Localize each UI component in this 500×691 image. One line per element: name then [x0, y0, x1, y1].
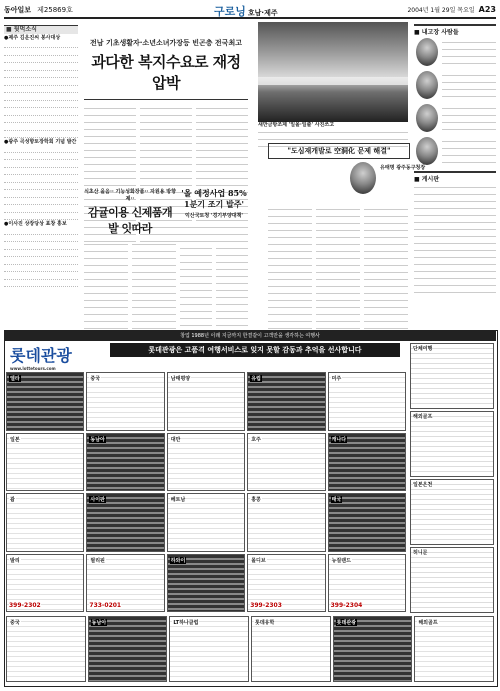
person-photo [416, 104, 438, 132]
section-title [214, 3, 278, 19]
ad-cell: 하와이 [167, 554, 245, 613]
ad-cell: 해외골프 [414, 616, 494, 682]
notice-board [414, 183, 496, 293]
brief-item-title: ●이사진 상장당상 표창 홍보 [4, 221, 67, 227]
phone-number: 399-2304 [330, 602, 363, 609]
side-ad: 허니문 [410, 547, 494, 613]
left-column [4, 25, 78, 325]
phone-number: 399-2302 [9, 602, 41, 609]
lotte-url: www.lottetours.com [10, 366, 56, 371]
ad-cell: 사이판 [86, 493, 164, 552]
article-kicker: 식초산 을음·· 기능성화장품·· 자원용 방향제·· [84, 189, 176, 202]
ad-cell: 발리 399-2302 [6, 554, 84, 613]
ad-cell: 남태평양 [167, 372, 245, 431]
section-logo: 구로닝 [214, 5, 246, 18]
ad-cell: 필리핀 733-0201 [86, 554, 164, 613]
ad-cell: 몰디브 399-2303 [247, 554, 325, 613]
article-headline: '올 예정사업 85% 1분기 조기 발주' [181, 188, 247, 209]
ad-cell: 동남아 [86, 433, 164, 492]
ad-cell: 베트남 [167, 493, 245, 552]
ad-cell: 홍콩 [247, 493, 325, 552]
brief-text [4, 147, 78, 221]
ad-cell: 미주 [328, 372, 406, 431]
side-ad: 일본온천 [410, 479, 494, 545]
news-brief-title: ■ 뒷먹소식 [4, 25, 78, 34]
brief-text [4, 42, 78, 138]
ad-cell: 유럽 [247, 372, 325, 431]
person-entry [414, 137, 496, 167]
article-kicker: 익산국토청 '경기부양대책' [185, 213, 243, 219]
issue-number: 제25869호 [37, 6, 73, 14]
people-section-title: ■ 내고장 사람들 [414, 24, 496, 36]
person-photo [416, 38, 438, 66]
ad-cell: 중국 [86, 372, 164, 431]
ad-cell: 호주 [247, 433, 325, 492]
ad-slogan: 롯데관광은 고품격 여행서비스로 잊지 못할 감동과 추억을 선사합니다 [110, 343, 400, 357]
ad-cell: 롯데관광 [333, 616, 413, 682]
ad-cell: LT하나클럽 [169, 616, 249, 682]
ad-banner: 창업 1988년 이래 지금까지 한결같이 고객만을 생각하는 여행사 [4, 331, 496, 341]
masthead [4, 3, 496, 19]
column-author: 유태명 광주동구청장 [380, 165, 426, 171]
brief-text [4, 229, 78, 288]
ad-cell: 캐나다 [328, 433, 406, 492]
paper-name: 동아일보 [4, 6, 32, 14]
ad-cell: 뉴질랜드 399-2304 [328, 554, 406, 613]
ad-cell: 태국 [328, 493, 406, 552]
sunset-photo [258, 22, 408, 122]
ad-cell: 동남아 [88, 616, 168, 682]
phone-number: 733-0201 [89, 602, 122, 609]
section-sub: 호남·제주 [247, 9, 278, 17]
person-entry [414, 38, 496, 68]
ad-cell: 롯데유학 [251, 616, 331, 682]
issue-date: 2004년 1월 29일 목요일 [407, 7, 475, 14]
article-headline: 감귤이용 신제품개발 잇따라 [87, 206, 173, 235]
right-column [414, 24, 496, 295]
bottom-ads [6, 616, 494, 682]
brief-item-title: ●광주 곡성향토장학회 기념 발간 [4, 139, 77, 145]
lotte-logo [10, 343, 100, 369]
ad-cell: 괌 [6, 493, 84, 552]
travel-ad-grid [6, 372, 406, 612]
ad-cell: 엘라 [6, 372, 84, 431]
caption-title: 새만금방조제 '일몰·일출' 사진쓰고 [258, 122, 335, 128]
ad-cell: 중국 [6, 616, 86, 682]
side-ad: 단체여행 [410, 343, 494, 409]
side-ads [410, 343, 494, 613]
phone-number: 399-2303 [250, 602, 282, 609]
author-photo [350, 162, 376, 194]
notice-board-title: ■ 게시판 [414, 171, 496, 183]
brief-item-title: ●제주 김운진씨 봉사대상 [4, 34, 61, 41]
article-citrus [84, 188, 176, 247]
page-number: A23 [478, 5, 496, 14]
ad-cell: 대만 [167, 433, 245, 492]
person-photo [416, 71, 438, 99]
main-kicker: 전남 기초생활자·소년소녀가장등 빈곤층 전국최고 [90, 39, 242, 47]
person-entry [414, 104, 496, 134]
person-photo [416, 137, 438, 165]
ad-cell: 일본 [6, 433, 84, 492]
person-entry [414, 71, 496, 101]
side-ad: 해외골프 [410, 411, 494, 477]
lotte-name: 롯데관광 [10, 346, 72, 365]
main-headline: 과다한 복지수요로 재정 압박 [91, 53, 241, 92]
column-headline: "도심재개발로 空洞化 문제 해결" [268, 143, 410, 159]
